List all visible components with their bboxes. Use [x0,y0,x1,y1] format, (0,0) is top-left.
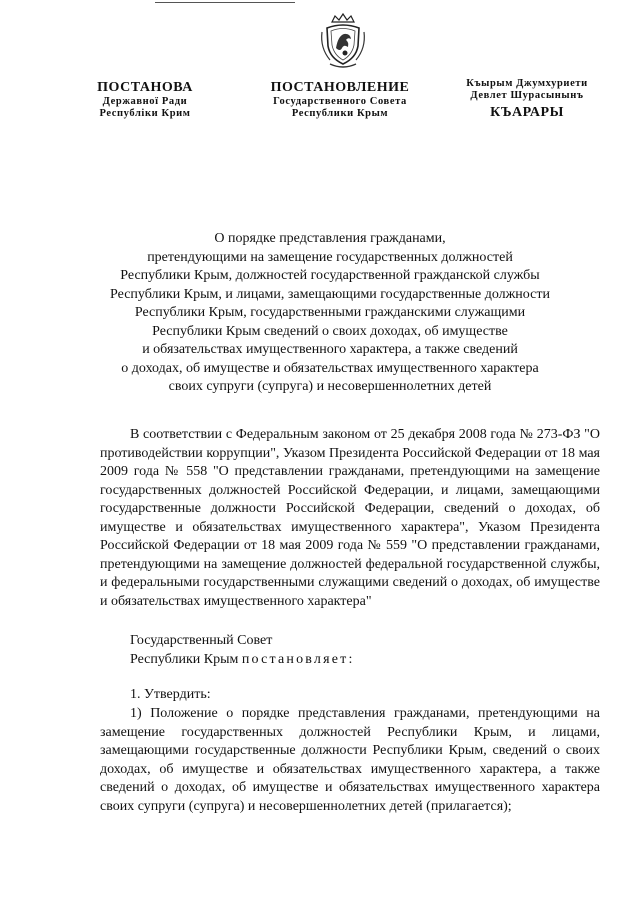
header-ukrainian-line2: Республіки Крим [99,108,191,120]
header-crimean-tatar-line1: Къырым Джумхуриети [466,78,588,89]
title-line: и обязательствах имущественного характера, а также сведений [142,342,518,357]
header-crimean-tatar-title: КЪАРАРЫ [490,105,564,121]
crimea-coat-of-arms-icon [318,12,368,70]
document-title [60,230,600,397]
header-russian-line1: Государственного Совета [273,96,407,108]
preamble-paragraph: В соответствии с Федеральным законом от 25 декабря 2008 года № 273-ФЗ "О противодействии коррупции", Указом Президента Российской Федерации от 18 мая 2009 года № 558 "О представлении гражданами, претендующими на замещение государственных должностей Российской Федерации, и лицами, замещающими государственные должности Российской Федерации, сведений о доходах, об имуществе и обязательствах имущественного характера", Указом Президента Российской Федерации от 18 мая 2009 года № 559 "О представлении гражданами, претендующими на замещение должностей федеральной государственной службы, и федеральными государственными служащими сведений о доходах, об имуществе и обязательствах имущественного характера" [100,427,600,609]
title-line: Республики Крым, и лицами, замещающими государственные должности [110,286,550,302]
council-decree-word: постановляет: [241,651,355,667]
header-crimean-tatar [452,78,602,121]
header-russian-title: ПОСТАНОВЛЕНИЕ [270,80,410,95]
title-line: Республики Крым, должностей государственной гражданской службы [120,268,540,283]
council-resolution [130,632,355,669]
title-line: Республики Крым сведений о своих доходах, об имуществе [152,323,508,339]
council-line2-prefix: Республики Крым [130,651,242,667]
header-ukrainian-line1: Державної Ради [102,96,188,108]
subitem-1-paragraph: 1) Положение о порядке представления гражданами, претендующими на замещение государственных должностей Республики Крым, и лицами, замещающими государственные должности Республики Крым, сведений о своих доходах, об имуществе и обязательствах имущественного характера, а также сведений о доходах, об имуществе и обязательствах имущественного характера своих супруги (супруга) и несовершеннолетних детей (прилагается); [100,706,600,814]
header-crimean-tatar-line2: Девлет Шурасынынъ [470,90,584,102]
top-rule [155,2,295,3]
item-1: 1. Утвердить: [130,687,211,702]
title-line: своих супруги (супруга) и несовершеннолетних детей [168,379,492,394]
title-line: Республики Крым, государственными гражданскими служащими [134,305,526,320]
title-line: о доходах, об имуществе и обязательствах имущественного характера [121,360,539,376]
header-ukrainian [85,80,205,120]
header-russian [255,80,425,120]
council-line1: Государственный Совет [130,633,273,648]
council-line2 [130,651,355,670]
header-russian-line2: Республики Крым [291,108,389,120]
header-ukrainian-title: ПОСТАНОВА [97,80,193,95]
title-line: претендующими на замещение государственных должностей [147,249,513,265]
title-line: О порядке представления гражданами, [214,231,446,246]
